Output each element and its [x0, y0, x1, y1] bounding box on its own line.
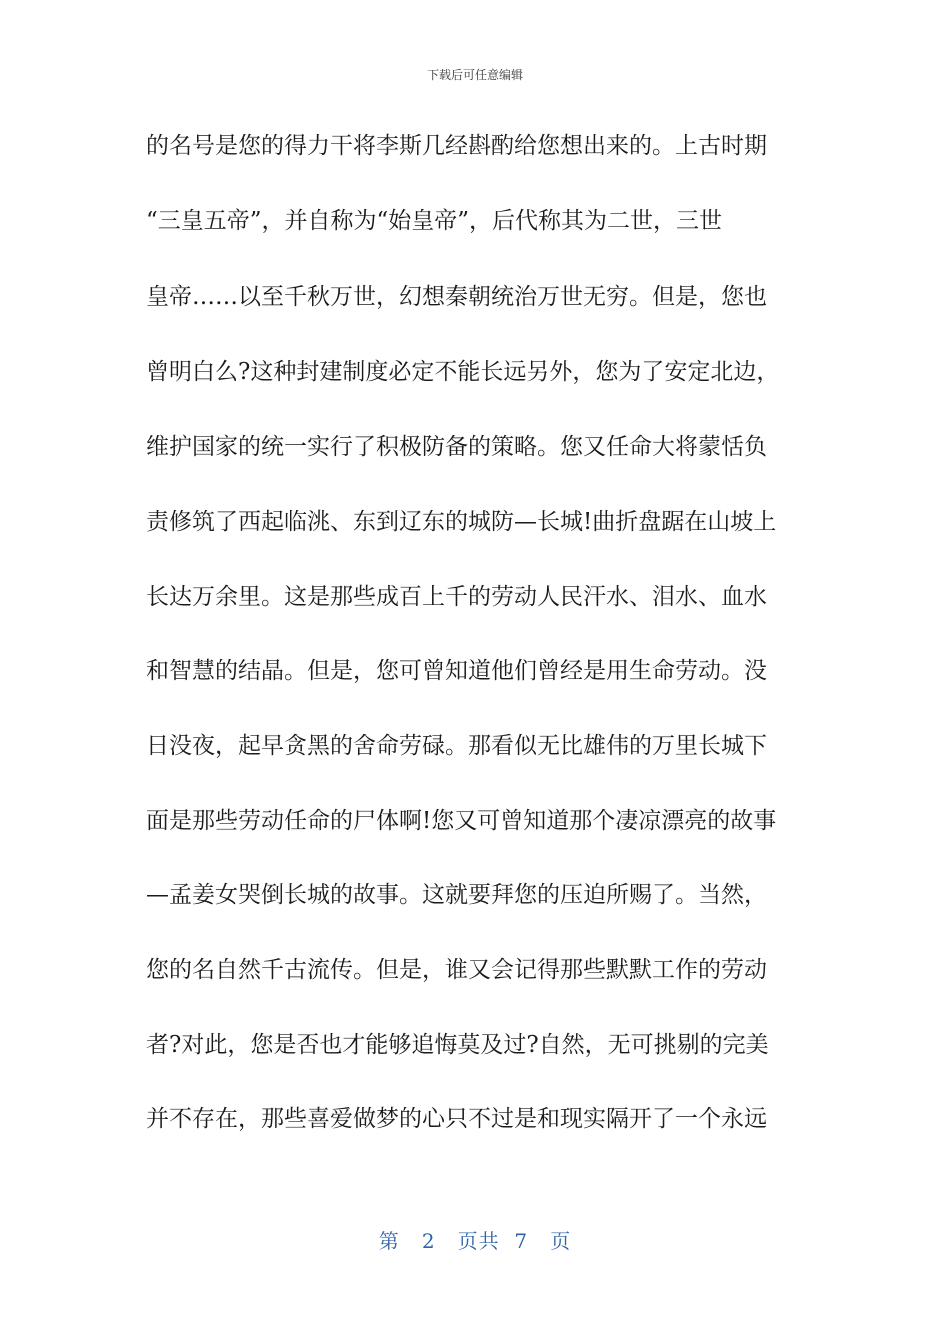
body-line: —孟姜女哭倒长城的故事。这就要拜您的压迫所赐了。当然， — [146, 882, 767, 908]
body-line: 的名号是您的得力干将李斯几经斟酌给您想出来的。上古时期 — [146, 133, 767, 159]
page-footer — [0, 1225, 950, 1254]
body-line: 日没夜，起早贪黑的舍命劳碌。那看似无比雄伟的万里长城下 — [146, 733, 767, 759]
body-line: 者?对此，您是否也才能够追悔莫及过?自然，无可挑剔的完美 — [146, 1032, 769, 1058]
page-label-mid: 页共 — [457, 1229, 500, 1253]
body-line: 皇帝……以至千秋万世，幻想秦朝统治万世无穷。但是，您也 — [146, 284, 767, 310]
current-page-number: 2 — [421, 1229, 436, 1253]
body-line: 并不存在，那些喜爱做梦的心只不过是和现实隔开了一个永远 — [146, 1106, 767, 1132]
total-pages-number: 7 — [514, 1229, 529, 1253]
body-line: 和智慧的结晶。但是，您可曾知道他们曾经是用生命劳动。没 — [146, 658, 767, 684]
page-label-suffix: 页 — [550, 1229, 572, 1253]
body-line: 长达万余里。这是那些成百上千的劳动人民汗水、泪水、血水 — [146, 584, 767, 610]
header-note: 下载后可任意编辑 — [426, 68, 523, 82]
body-line: 维护国家的统一实行了积极防备的策略。您又任命大将蒙恬负 — [146, 434, 767, 460]
body-line: 曾明白么?这种封建制度必定不能长远另外，您为了安定北边， — [146, 359, 780, 385]
body-line: 面是那些劳动任命的尸体啊!您又可曾知道那个凄凉漂亮的故事 — [146, 808, 777, 834]
body-line: “三皇五帝”，并自称为“始皇帝”，后代称其为二世，三世 — [146, 208, 723, 234]
page-label-prefix: 第 — [378, 1229, 400, 1253]
body-line: 责修筑了西起临洮、东到辽东的城防—长城!曲折盘踞在山坡上 — [146, 509, 777, 535]
body-line: 您的名自然千古流传。但是，谁又会记得那些默默工作的劳动 — [146, 957, 767, 983]
